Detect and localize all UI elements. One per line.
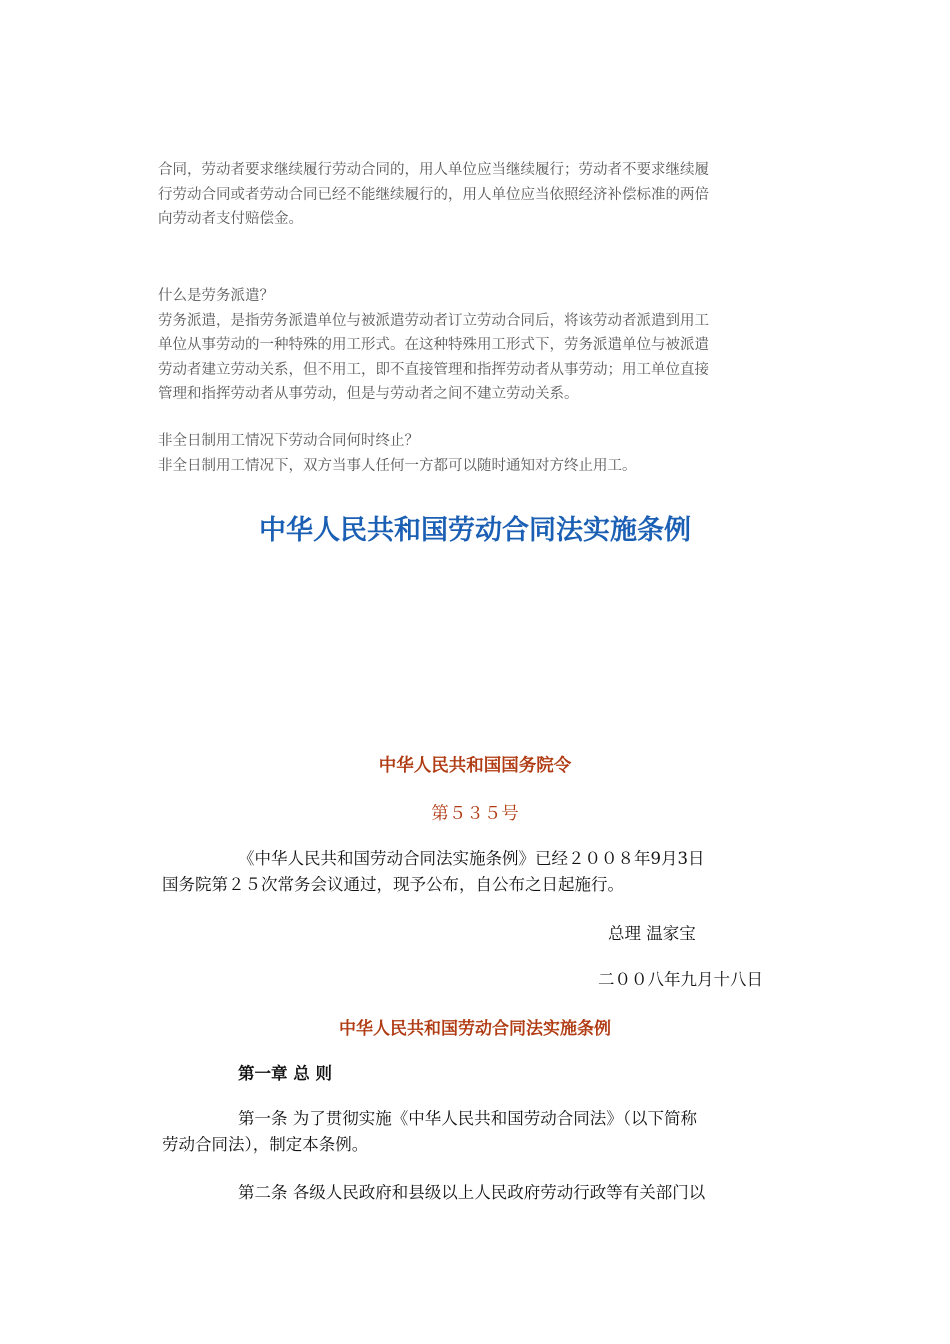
text-line: 第一条 为了贯彻实施《中华人民共和国劳动合同法》（以下简称 (238, 1109, 697, 1128)
order-date: 二００八年九月十八日 (598, 970, 763, 989)
faq-dispatch (158, 284, 798, 407)
article-2 (162, 1180, 802, 1206)
regulation-title: 中华人民共和国劳动合同法实施条例 (339, 1019, 611, 1039)
text-line: 第二条 各级人民政府和县级以上人民政府劳动行政等有关部门以 (238, 1183, 706, 1202)
text-line: 单位从事劳动的一种特殊的用工形式。在这种特殊用工形式下，劳务派遣单位与被派遣 (158, 337, 709, 353)
faq-answer: 非全日制用工情况下，双方当事人任何一方都可以随时通知对方终止用工。 (158, 457, 637, 474)
order-title: 中华人民共和国国务院令 (378, 756, 572, 776)
faq-question: 非全日制用工情况下劳动合同何时终止？ (158, 433, 419, 449)
text-line: 劳动者建立劳动关系，但不用工，即不直接管理和指挥劳动者从事劳动；用工单位直接 (158, 361, 709, 378)
text-line: 《中华人民共和国劳动合同法实施条例》已经２００８年9月3日 (238, 849, 705, 868)
order-number: 第５３５号 (431, 804, 519, 824)
text-line: 管理和指挥劳动者从事劳动，但是与劳动者之间不建立劳动关系。 (158, 386, 579, 402)
text-line: 行劳动合同或者劳动合同已经不能继续履行的，用人单位应当依照经济补偿标准的两倍 (158, 186, 709, 203)
text-line: 向劳动者支付赔偿金。 (158, 211, 303, 227)
text-line: 劳务派遣，是指劳务派遣单位与被派遣劳动者订立劳动合同后，将该劳动者派遣到用工 (158, 312, 709, 329)
top-paragraph (158, 158, 798, 232)
order-signer: 总理 温家宝 (608, 924, 696, 943)
faq-question: 什么是劳务派遣？ (158, 288, 274, 304)
faq-part-time (158, 429, 798, 478)
main-title: 中华人民共和国劳动合同法实施条例 (259, 515, 691, 546)
text-line: 劳动合同法），制定本条例。 (162, 1135, 369, 1154)
order-body (162, 846, 802, 898)
text-line: 国务院第２５次常务会议通过，现予公布，自公布之日起施行。 (162, 875, 624, 894)
text-line: 合同，劳动者要求继续履行劳动合同的，用人单位应当继续履行；劳动者不要求继续履 (158, 162, 709, 178)
chapter-heading: 第一章 总 则 (238, 1064, 332, 1083)
article-1 (162, 1106, 802, 1158)
